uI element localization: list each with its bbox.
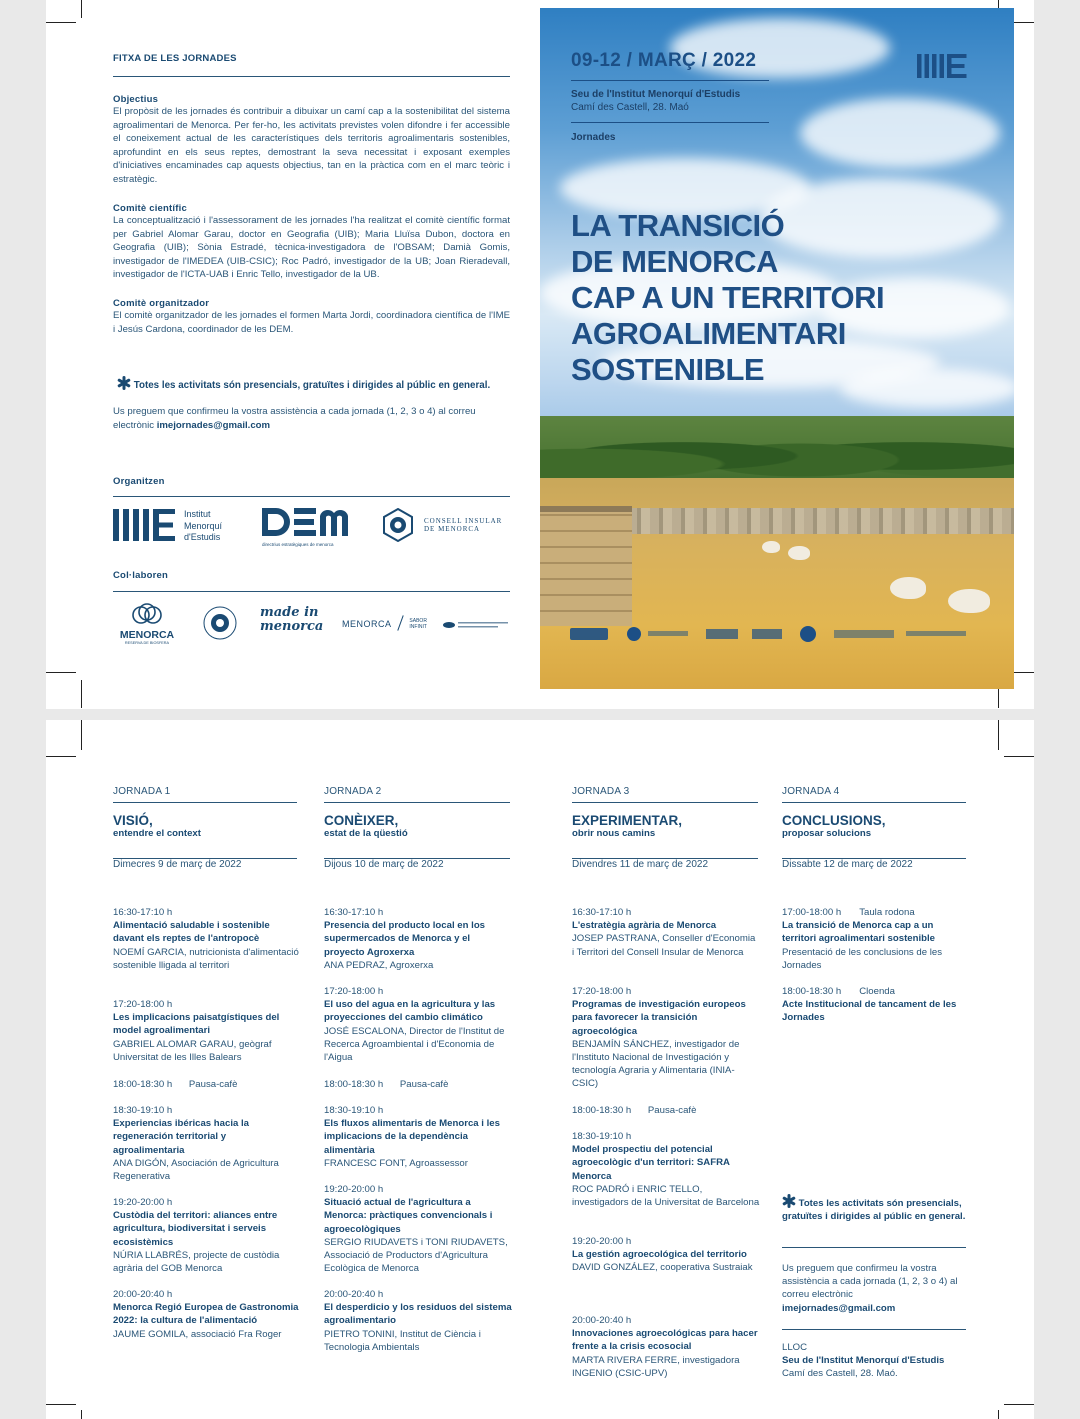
session-title: La transició de Menorca cap a un territori agroalimentari sostenible — [782, 920, 936, 945]
session-time: 16:30-17:10 h — [572, 907, 632, 918]
session-speaker: Pausa-cafè — [188, 1079, 238, 1090]
session-time: 20:00-20:40 h — [113, 1289, 173, 1300]
session — [572, 1314, 760, 1380]
objectius-title: Objectius — [113, 94, 159, 105]
asterisk-icon — [782, 1194, 796, 1208]
preservation-logo — [202, 605, 238, 641]
session-time: 18:30-19:10 h — [324, 1105, 384, 1116]
made-in-line: menorca — [260, 619, 324, 634]
cover-title-line: DE MENORCA — [571, 244, 778, 279]
session-time: 19:20-20:00 h — [572, 1236, 632, 1247]
session-speaker: Pausa-cafè — [399, 1079, 449, 1090]
consell-line: DE MENORCA — [424, 525, 481, 533]
session-time: 18:30-19:10 h — [113, 1105, 173, 1116]
crop-mark — [81, 680, 82, 708]
email-link[interactable]: imejornades@gmail.com — [782, 1302, 896, 1314]
cover-address: Camí des Castell, 28. Maó — [571, 102, 689, 113]
session-title: L'estratègia agrària de Menorca — [572, 920, 717, 932]
consell-line: CONSELL INSULAR — [424, 517, 503, 525]
session-time: 19:20-20:00 h — [324, 1184, 384, 1195]
session-speaker: BENJAMÍN SÁNCHEZ, investigador de l'Instituto Nacional de Investigación y tecnología Agraria y Alimentaria (INIA-CSIC) — [572, 1038, 740, 1090]
confirm-text: Us preguem que confirmeu la vostra assistència a cada jornada (1, 2, 3 o 4) al correu electrònic — [113, 406, 476, 431]
asterisk-icon — [117, 376, 131, 390]
divider — [572, 802, 758, 803]
organitzen-block — [113, 476, 510, 487]
collaboren-block — [113, 570, 510, 581]
session-title: Menorca Regió Europea de Gastronomia 2022: la cultura de l'alimentació — [113, 1302, 299, 1327]
stone-barn — [540, 506, 632, 626]
session-title: Alimentació saludable i sostenible davant els reptes de l'antropocè — [113, 920, 270, 945]
notice — [117, 376, 517, 391]
cover-divider — [571, 122, 769, 123]
session-title: Custòdia del territori: aliances entre agricultura, biodiversitat i serveis ecosistèmics — [113, 1210, 278, 1248]
cover-title-line: AGROALIMENTARI — [571, 316, 846, 351]
divider — [324, 802, 510, 803]
preservation-icon — [202, 605, 238, 641]
session-time: 17:00-18:00 h — [782, 907, 842, 918]
session-time: 17:20-18:00 h — [113, 999, 173, 1010]
crop-mark — [1004, 1404, 1034, 1405]
session — [572, 985, 760, 1091]
ime-logo-line: d'Estudis — [184, 532, 221, 542]
session-title: Experiencias ibéricas hacia la regeneración territorial y agroalimentaria — [113, 1118, 249, 1156]
sabor-line: SABOR — [409, 618, 427, 624]
crop-mark — [998, 720, 999, 750]
divider — [782, 1329, 966, 1330]
menorca-sabor-logo — [342, 614, 432, 636]
sheep — [762, 541, 780, 553]
confirm-text-block — [113, 405, 510, 432]
confirm-block-2 — [782, 1262, 966, 1315]
email-link[interactable]: imejornades@gmail.com — [156, 419, 271, 431]
divider — [782, 858, 966, 859]
comite-cientific-section — [113, 203, 510, 282]
session-time: 18:00-18:30 h — [572, 1105, 632, 1116]
crop-mark — [46, 756, 76, 757]
session — [572, 906, 760, 959]
session-time: 18:00-18:30 h — [782, 986, 842, 997]
session-time: 20:00-20:40 h — [572, 1315, 632, 1326]
session-speaker: ANA DIGÓN, Asociación de Agricultura Regenerativa — [113, 1157, 279, 1183]
cover-logos-bar — [566, 625, 996, 643]
consell-logo — [381, 508, 511, 542]
session-time: 18:00-18:30 h — [324, 1079, 384, 1090]
crop-mark — [46, 672, 76, 673]
session-title: El uso del agua en la agricultura y las proyecciones del cambio climático — [324, 999, 496, 1024]
comite-org-title: Comitè organitzador — [113, 298, 210, 309]
jornada-subtitle: proposar solucions — [782, 828, 872, 839]
jornada-subtitle: entendre el context — [113, 828, 201, 839]
confirm-block — [113, 405, 510, 432]
divider — [113, 496, 510, 497]
sheep — [890, 577, 926, 599]
session-title: Programas de investigación europeos para favorecer la transición agroecológica — [572, 999, 746, 1037]
session-time: 18:00-18:30 h — [113, 1079, 173, 1090]
session-break — [572, 1104, 760, 1117]
divider — [113, 858, 297, 859]
notice-2 — [782, 1194, 966, 1223]
crop-mark — [46, 1404, 76, 1405]
menorca-biosfera-sub: RESERVA DE BIOSFERA — [124, 641, 170, 645]
session — [113, 1104, 299, 1183]
divider — [572, 858, 758, 859]
crop-mark — [81, 1410, 82, 1419]
session-speaker: DAVID GONZÁLEZ, cooperativa Sustraiak — [572, 1262, 753, 1274]
session-title: Situació actual de l'agricultura a Menorca: pràctiques convencionals i agroecològiques — [324, 1197, 493, 1235]
session — [324, 1288, 512, 1354]
sheep — [948, 589, 990, 613]
session — [113, 998, 299, 1064]
ime-logo-mark — [113, 509, 177, 541]
consell-text — [424, 517, 502, 533]
notice-text: Totes les activitats són presencials, gratuïtes i dirigides al públic en general. — [133, 380, 491, 391]
session-time: 16:30-17:10 h — [113, 907, 173, 918]
jornada-label: JORNADA 4 — [782, 786, 840, 797]
consell-emblem-icon — [381, 508, 415, 542]
organitzen-title: Organitzen — [113, 476, 165, 487]
session-title: Innovaciones agroecológicas para hacer frente a la crisis ecosocial — [572, 1328, 758, 1353]
divider — [324, 858, 510, 859]
lloc-address: Camí des Castell, 28. Maó. — [782, 1368, 898, 1380]
crop-mark — [1004, 756, 1034, 757]
cloud — [800, 98, 1000, 168]
ministry-logo — [442, 618, 510, 630]
cover-type: Jornades — [571, 132, 616, 143]
jornada-date: Dissabte 12 de març de 2022 — [782, 859, 913, 870]
menorca-biosfera-logo — [114, 603, 180, 645]
session-break — [113, 1078, 299, 1091]
crop-mark — [46, 22, 76, 23]
session-speaker: PIETRO TONINI, Institut de Ciència i Tecnologia Ambientals — [324, 1328, 481, 1353]
session-speaker: NÚRIA LLABRÉS, projecte de custòdia agrària del GOB Menorca — [113, 1249, 280, 1275]
divider — [113, 802, 297, 803]
divider — [782, 802, 966, 803]
session-time: 18:30-19:10 h — [572, 1131, 632, 1142]
session-time-row — [782, 906, 968, 919]
session-title: Model prospectiu del potencial agroecològic d'un territori: SAFRA Menorca — [572, 1144, 730, 1182]
session — [782, 985, 968, 1025]
notice-text: Totes les activitats són presencials, gratuïtes i dirigides al públic en general. — [782, 1198, 966, 1223]
biosfera-icon — [130, 603, 164, 625]
cover-divider — [571, 80, 769, 81]
cover-title-line: CAP A UN TERRITORI — [571, 280, 885, 315]
made-in-menorca-logo — [260, 606, 326, 644]
crop-mark — [81, 720, 82, 750]
menorca-biosfera-name: MENORCA — [119, 629, 175, 641]
session-speaker: JAUME GOMILA, associació Fra Roger — [113, 1328, 282, 1340]
jornada-title: CONCLUSIONS, — [782, 813, 886, 828]
lloc-label: LLOC — [782, 1342, 808, 1353]
dem-sub: directrius estratègiques de menorca — [262, 542, 334, 547]
session-time: 17:20-18:00 h — [324, 986, 384, 997]
session-speaker: FRANCESC FONT, Agroassessor — [324, 1157, 468, 1169]
session — [113, 1288, 299, 1341]
ime-logo-text — [184, 509, 222, 544]
cover-title-line: SOSTENIBLE — [571, 352, 765, 387]
crop-mark — [998, 1410, 999, 1419]
ministry-emblem-icon — [442, 619, 510, 631]
divider — [113, 76, 510, 77]
ime-logo-line: Menorquí — [184, 520, 223, 531]
session-title: Les implicacions paisatgístiques del model agroalimentari — [113, 1012, 280, 1037]
cover-title-line: LA TRANSICIÓ — [571, 208, 785, 243]
jornada-date: Dijous 10 de març de 2022 — [324, 859, 444, 870]
menorca-sabor-name: MENORCA — [342, 619, 392, 629]
session-speaker: SERGIO RIUDAVETS i TONI RIUDAVETS, Associació de Productors d'Agricultura Ecològica de Menorca — [324, 1236, 508, 1275]
comite-cientific-title: Comitè científic — [113, 203, 187, 214]
cover-title — [571, 208, 884, 388]
cover-logos-icon — [566, 625, 996, 643]
info-heading: FITXA DE LES JORNADES — [113, 53, 237, 64]
sabor-infinit-text — [409, 618, 427, 630]
session-time: 19:20-20:00 h — [113, 1197, 173, 1208]
lloc-block — [782, 1341, 966, 1381]
session-speaker: JOSEP PASTRANA, Conseller d'Economia i Territori del Consell Insular de Menorca — [572, 933, 756, 958]
comite-cientific-text: La conceptualització i l'assessorament de les jornades l'ha realitzat el comitè científic format per Gabriel Alomar Garau, doctor en Geografia (UIB); Maria Lluïsa Dubon, doctora en Geografia (UIB); Sònia Estradé, tècnica-investigadora de l'OBSAM; Damià Gomis, investigador de l'IMEDEA (UIB-CSIC); Roc Padró, investigador de la UB; Joan Rieradevall, investigador de l'ICTA-UAB i Enric Tello, investigador de la UB. — [113, 215, 510, 280]
jornada-label: JORNADA 2 — [324, 786, 382, 797]
jornada-title: VISIÓ, — [113, 813, 153, 828]
session-time: 17:20-18:00 h — [572, 986, 632, 997]
session — [324, 1104, 512, 1170]
cover-image — [540, 8, 1014, 689]
session — [113, 906, 299, 972]
session-title: El desperdicio y los residuos del sistema agroalimentario — [324, 1302, 512, 1327]
session-title: Acte Institucional de tancament de les Jornades — [782, 999, 957, 1024]
jornada-label: JORNADA 3 — [572, 786, 630, 797]
comite-org-text: El comitè organitzador de les jornades el formen Marta Jordi, coordinadora científica de l'IME i Jesús Cardona, coordinador de les DEM. — [113, 310, 510, 335]
comite-org-section — [113, 298, 510, 336]
divider — [113, 591, 510, 592]
jornada-title: CONÈIXER, — [324, 813, 399, 828]
jornada-1-column — [113, 786, 297, 870]
session-break — [324, 1078, 512, 1091]
session-tag: Taula rodona — [859, 907, 915, 918]
dem-logo — [262, 508, 348, 547]
session — [572, 1130, 760, 1209]
session-time-row — [782, 985, 968, 998]
session-time: 16:30-17:10 h — [324, 907, 384, 918]
session-time: 20:00-20:40 h — [324, 1289, 384, 1300]
lloc-name: Seu de l'Institut Menorquí d'Estudis — [782, 1355, 945, 1367]
ime-logo-line: Institut — [184, 509, 211, 519]
session — [572, 1235, 760, 1275]
session-speaker: Pausa-cafè — [647, 1105, 697, 1116]
jornada-title: EXPERIMENTAR, — [572, 813, 683, 828]
jornada-subtitle: estat de la qüestió — [324, 828, 408, 839]
cover-date: 09-12 / MARÇ / 2022 — [571, 50, 757, 71]
jornada-date: Dimecres 9 de març de 2022 — [113, 859, 242, 870]
session-speaker: ANA PEDRAZ, Agroxerxa — [324, 959, 434, 971]
session-speaker: Presentació de les conclusions de les Jornades — [782, 946, 942, 971]
objectius-section — [113, 94, 510, 186]
sabor-line: INFINIT — [409, 624, 427, 630]
jornada-date: Divendres 11 de març de 2022 — [572, 859, 709, 870]
made-in-line: made in — [260, 605, 319, 620]
confirm-text: Us preguem que confirmeu la vostra assistència a cada jornada (1, 2, 3 o 4) al correu electrònic — [782, 1263, 958, 1301]
jornada-2-column — [324, 786, 510, 870]
divider — [782, 1247, 966, 1248]
jornada-label: JORNADA 1 — [113, 786, 171, 797]
ime-logo — [113, 509, 233, 543]
jornada-3-column — [572, 786, 758, 870]
collaboren-title: Col·laboren — [113, 570, 168, 581]
slash-divider — [397, 615, 403, 630]
jornada-subtitle: obrir nous camins — [572, 828, 656, 839]
session-speaker: GABRIEL ALOMAR GARAU, geògraf Universitat de les Illes Balears — [113, 1038, 272, 1063]
jornada-4-column — [782, 786, 966, 870]
cover-venue: Seu de l'Institut Menorquí d'Estudis — [571, 89, 741, 100]
session-title: Els fluxos alimentaris de Menorca i les implicacions de la dependència alimentària — [324, 1118, 500, 1156]
objectius-text: El propòsit de les jornades és contribuir a dibuixar un camí cap a la sostenibilitat del sistema agroalimentari de Menorca. Per fer-ho, les activitats previstes volen difondre i fer accessible el coneixement actual de les característiques dels territoris agroalimentaris sostenibles, aprofundint en els seus reptes, demostrant la seva necessitat i exposant exemples d'iniciatives encaminades cap aquests objectius, tan en la pràctica com en el marc teòric i estratègic. — [113, 106, 510, 185]
sheep — [788, 546, 810, 560]
ime-cover-logo — [917, 54, 969, 78]
session — [113, 1196, 299, 1275]
dem-logo-mark — [262, 508, 348, 536]
session-speaker: JOSÉ ESCALONA, Director de l'Institut de Recerca Agroambiental i d'Economia de l'Aigua — [324, 1025, 505, 1064]
session-speaker: ROC PADRÓ i ENRIC TELLO, investigadors de la Universitat de Barcelona — [572, 1183, 760, 1209]
session-title: La gestión agroecológica del territorio — [572, 1249, 747, 1261]
session-tag: Cloenda — [859, 986, 895, 997]
info-heading-block — [113, 53, 510, 64]
session — [324, 906, 512, 972]
session-speaker: MARTA RIVERA FERRE, investigadora INGENIO (CSIC-UPV) — [572, 1354, 740, 1379]
session-title: Presencia del producto local en los supermercados de Menorca y el proyecto Agroxerxa — [324, 920, 486, 958]
session — [324, 1183, 512, 1275]
session — [324, 985, 512, 1064]
crop-mark — [81, 0, 82, 18]
session — [782, 906, 968, 972]
session-speaker: NOEMÍ GARCIA, nutricionista d'alimentació sostenible lligada al territori — [113, 946, 299, 971]
